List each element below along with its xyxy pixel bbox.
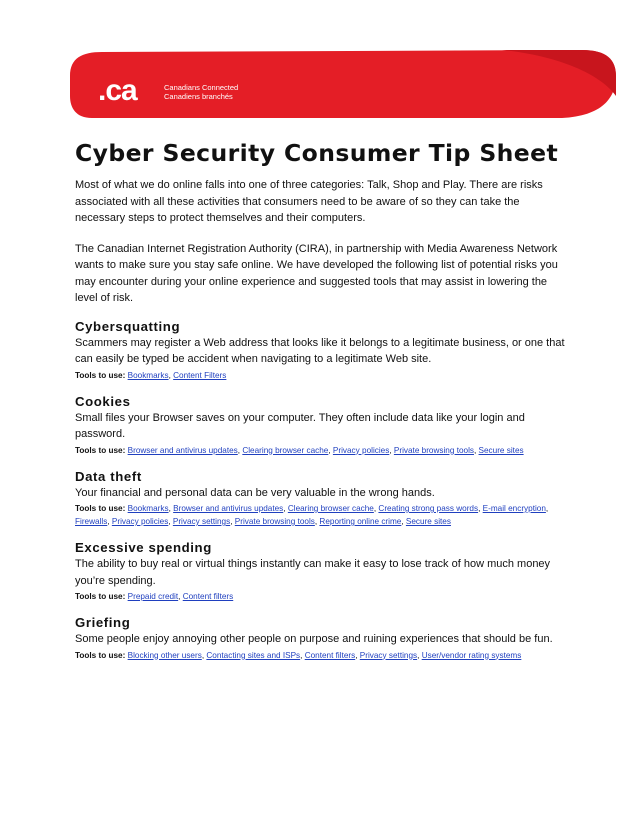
section-text: Some people enjoy annoying other people on purpose and ruining experiences that should be fun. bbox=[75, 633, 553, 645]
tool-link[interactable]: E-mail encryption bbox=[482, 504, 546, 513]
tool-link[interactable]: Browser and antivirus updates bbox=[127, 445, 238, 455]
tool-link[interactable]: User/vendor rating systems bbox=[421, 650, 522, 660]
tool-link[interactable]: Bookmarks bbox=[127, 504, 169, 513]
tool-link[interactable]: Content Filters bbox=[173, 370, 227, 380]
tool-link[interactable]: Secure sites bbox=[478, 445, 524, 455]
tool-link[interactable]: Clearing browser cache bbox=[287, 504, 374, 513]
tool-link[interactable]: Creating strong pass words bbox=[378, 504, 479, 513]
section-text: The ability to buy real or virtual things instantly can make it easy to lose track of how much money you’re spending. bbox=[75, 558, 551, 587]
banner-swoosh-graphic bbox=[62, 46, 616, 120]
header-tagline bbox=[164, 83, 238, 101]
tagline-french: Canadiens branchés bbox=[164, 92, 233, 101]
section-heading: Griefing bbox=[75, 615, 131, 630]
section-text: Small files your Browser saves on your computer. They often include data like your login and password. bbox=[75, 411, 525, 440]
tool-link[interactable]: Privacy policies bbox=[111, 517, 169, 526]
tagline-english: Canadians Connected bbox=[164, 83, 239, 92]
tool-link[interactable]: Privacy settings bbox=[172, 517, 231, 526]
tool-link[interactable]: Browser and antivirus updates bbox=[173, 504, 284, 513]
tools-list: Tools to use: Bookmarks, Browser and antivirus updates, Clearing browser cache, Creating strong pass words, E-mail encryption, Firewalls, Privacy policies, Privacy settings, Private browsing tools, Reporting online crime, Secure sites bbox=[75, 504, 549, 526]
tool-link[interactable]: Reporting online crime bbox=[319, 517, 402, 526]
tools-label: Tools to use: bbox=[75, 445, 126, 455]
header-banner bbox=[62, 46, 616, 120]
tool-link[interactable]: Clearing browser cache bbox=[242, 445, 329, 455]
tools-label: Tools to use: bbox=[75, 592, 126, 601]
risk-sections bbox=[75, 319, 565, 662]
tools-list: Tools to use: Blocking other users, Contacting sites and ISPs, Content filters, Privacy settings, User/vendor rating systems bbox=[75, 650, 522, 660]
tool-link[interactable]: Bookmarks bbox=[127, 370, 169, 380]
document-body bbox=[75, 139, 565, 662]
tool-link[interactable]: Contacting sites and ISPs bbox=[206, 650, 301, 660]
tool-link[interactable]: Privacy policies bbox=[332, 445, 390, 455]
tools-label: Tools to use: bbox=[75, 650, 126, 660]
section-heading: Data theft bbox=[75, 468, 142, 484]
intro-paragraph-1: Most of what we do online falls into one of three categories: Talk, Shop and Play. There are risks associated with all these activities that consumers need to be aware of so they can take the necessary steps to protect themselves and their computers. bbox=[75, 179, 543, 224]
tool-link[interactable]: Privacy settings bbox=[359, 650, 418, 660]
tool-link[interactable]: Content filters bbox=[182, 592, 234, 601]
tools-list: Tools to use: Bookmarks, Content Filters bbox=[75, 370, 227, 380]
tools-list: Tools to use: Browser and antivirus updates, Clearing browser cache, Privacy policies, Private browsing tools, Secure sites bbox=[75, 445, 524, 455]
tool-link[interactable]: Secure sites bbox=[405, 517, 451, 526]
tool-link[interactable]: Private browsing tools bbox=[234, 517, 315, 526]
tool-link[interactable]: Prepaid credit bbox=[127, 592, 179, 601]
tools-label: Tools to use: bbox=[75, 370, 126, 380]
section-text: Your financial and personal data can be very valuable in the wrong hands. bbox=[75, 486, 435, 499]
section-heading: Cookies bbox=[75, 393, 131, 409]
section-text: Scammers may register a Web address that looks like it belongs to a legitimate business, or one that can easily be typed be accident when navigating to a legitimate Web site. bbox=[75, 336, 565, 365]
tool-link[interactable]: Private browsing tools bbox=[393, 445, 474, 455]
ca-logo: .ca bbox=[98, 74, 137, 107]
tools-label: Tools to use: bbox=[75, 504, 126, 513]
tool-link[interactable]: Blocking other users bbox=[127, 650, 202, 660]
tools-list: Tools to use: Prepaid credit, Content filters bbox=[75, 592, 234, 601]
section-heading: Excessive spending bbox=[75, 540, 212, 555]
page-title: Cyber Security Consumer Tip Sheet bbox=[75, 139, 559, 167]
intro-paragraph-2: The Canadian Internet Registration Authority (CIRA), in partnership with Media Awareness Network wants to make sure you stay safe online. We have developed the following list of potential risks you may encounter during your online experience and suggested tools that may assist in lowering the level of risk. bbox=[75, 242, 558, 304]
tool-link[interactable]: Content filters bbox=[304, 650, 356, 660]
section-heading: Cybersquatting bbox=[75, 318, 181, 334]
tool-link[interactable]: Firewalls bbox=[75, 517, 108, 526]
